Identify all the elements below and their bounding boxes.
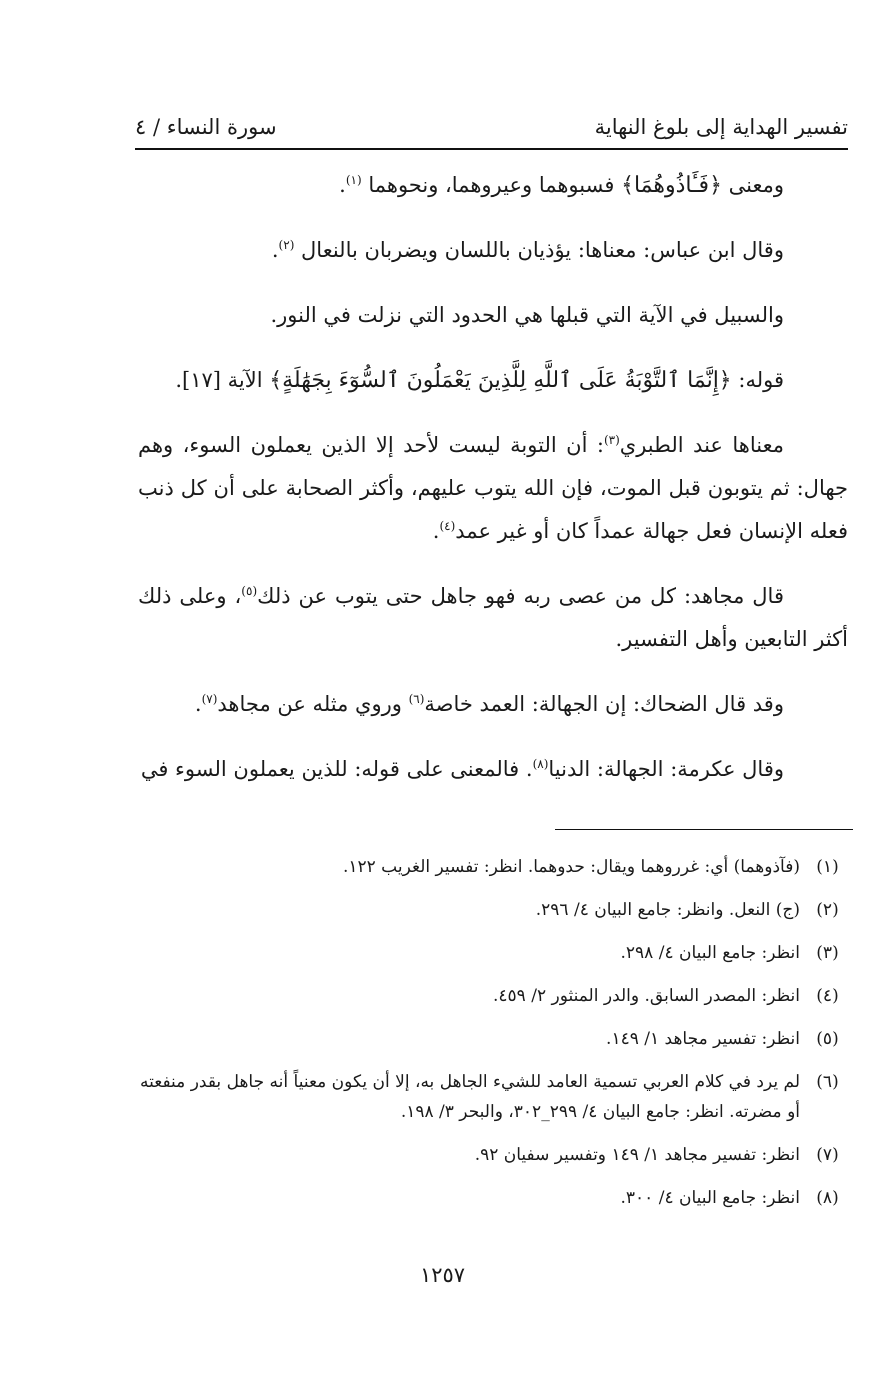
footnote: (٤) انظر: المصدر السابق. والدر المنثور ٢/ ٤٥٩. — [492, 986, 839, 1006]
footnote: (١) (فآذوهما) أي: غرروهما ويقال: حدوهما. انظر: تفسير الغريب ١٢٢. — [342, 857, 839, 877]
page-number: ١٢٥٧ — [419, 1263, 466, 1287]
footnote-ref: (٤) — [439, 519, 456, 533]
footnote: (٧) انظر: تفسير مجاهد ١/ ١٤٩ وتفسير سفيان ٩٢. — [474, 1145, 839, 1165]
paragraph-3: والسبيل في الآية التي قبلها هي الحدود التي نزلت في النور. — [270, 303, 784, 327]
paragraph-7: وقد قال الضحاك: إن الجهالة: العمد خاصة$^{(٦)}$ وروي مثله عن مجاهد$^{(٧)}$. — [194, 692, 784, 716]
quran-quote: ﴿إِنَّمَا ٱلتَّوْبَةُ عَلَى ٱللَّهِ لِلَّذِينَ يَعْمَلُونَ ٱلسُّوٓءَ بِجَهَٰلَةٍ﴾ — [269, 368, 732, 393]
paragraph-2: وقال ابن عباس: معناها: يؤذيان باللسان ويضربان بالنعال $^{(٢)}$. — [271, 238, 784, 262]
header-rule — [135, 148, 848, 150]
footnote-ref: (٧) — [201, 692, 218, 706]
main-text — [138, 164, 848, 791]
footnote: (٦) لم يرد في كلام العربي تسمية العامد للشيء الجاهل به، إلا أن يكون معنياً أنه جاهل بقدر منفعته أو مضرته. انظر: جامع البيان ٤/ ٢٩٩_٣٠٢، والبحر ٣/ ١٩٨. — [140, 1072, 839, 1122]
quran-quote: ﴿فَـَٔاذُوهُمَا﴾ — [621, 173, 722, 198]
book-title: تفسير الهداية إلى بلوغ النهاية — [594, 115, 848, 139]
footnote-ref: (٢) — [278, 238, 295, 252]
footnotes — [140, 852, 855, 1226]
footnote: (٣) انظر: جامع البيان ٤/ ٢٩٨. — [620, 943, 839, 963]
footnote-ref: (٣) — [603, 433, 620, 447]
footnote: (٨) انظر: جامع البيان ٤/ ٣٠٠. — [620, 1188, 839, 1208]
footnote-ref: (٨) — [532, 757, 549, 771]
paragraph-4: قوله: ﴿إِنَّمَا ٱلتَّوْبَةُ عَلَى ٱللَّهِ لِلَّذِينَ يَعْمَلُونَ ٱلسُّوٓءَ بِجَهَٰلَةٍ﴾ الآية [١٧]. — [175, 368, 784, 393]
footnote: (٥) انظر: تفسير مجاهد ١/ ١٤٩. — [606, 1029, 839, 1049]
surah-label: سورة النساء / ٤ — [135, 115, 277, 139]
paragraph-6: قال مجاهد: كل من عصى ربه فهو جاهل حتى يتوب عن ذلك$^{(٥)}$، وعلى ذلك أكثر التابعين وأهل التفسير. — [138, 584, 848, 651]
footnote-separator — [555, 829, 853, 830]
footnote: (٢) (ج) النعل. وانظر: جامع البيان ٤/ ٢٩٦. — [535, 900, 839, 920]
footnote-ref: (٥) — [241, 584, 258, 598]
paragraph-1: ومعنى ﴿فَـَٔاذُوهُمَا﴾ فسبوهما وعيروهما، ونحوهما $^{(١)}$. — [339, 173, 784, 198]
paragraph-8: وقال عكرمة: الجهالة: الدنيا$^{(٨)}$. فالمعنى على قوله: للذين يعملون السوء في — [140, 757, 784, 781]
footnote-ref: (١) — [345, 173, 362, 187]
footnote-ref: (٦) — [408, 692, 425, 706]
paragraph-5: معناها عند الطبري$^{(٣)}$: أن التوبة ليست لأحد إلا الذين يعملون السوء، وهم جهال: ثم يتوبون قبل الموت، فإن الله يتوب عليهم، وأكثر الصحابة على أن كل ذنب فعله الإنسان فعل جهالة عمداً كان أو غير عمد$^{(٤)}$. — [138, 433, 848, 543]
running-header — [135, 106, 848, 148]
